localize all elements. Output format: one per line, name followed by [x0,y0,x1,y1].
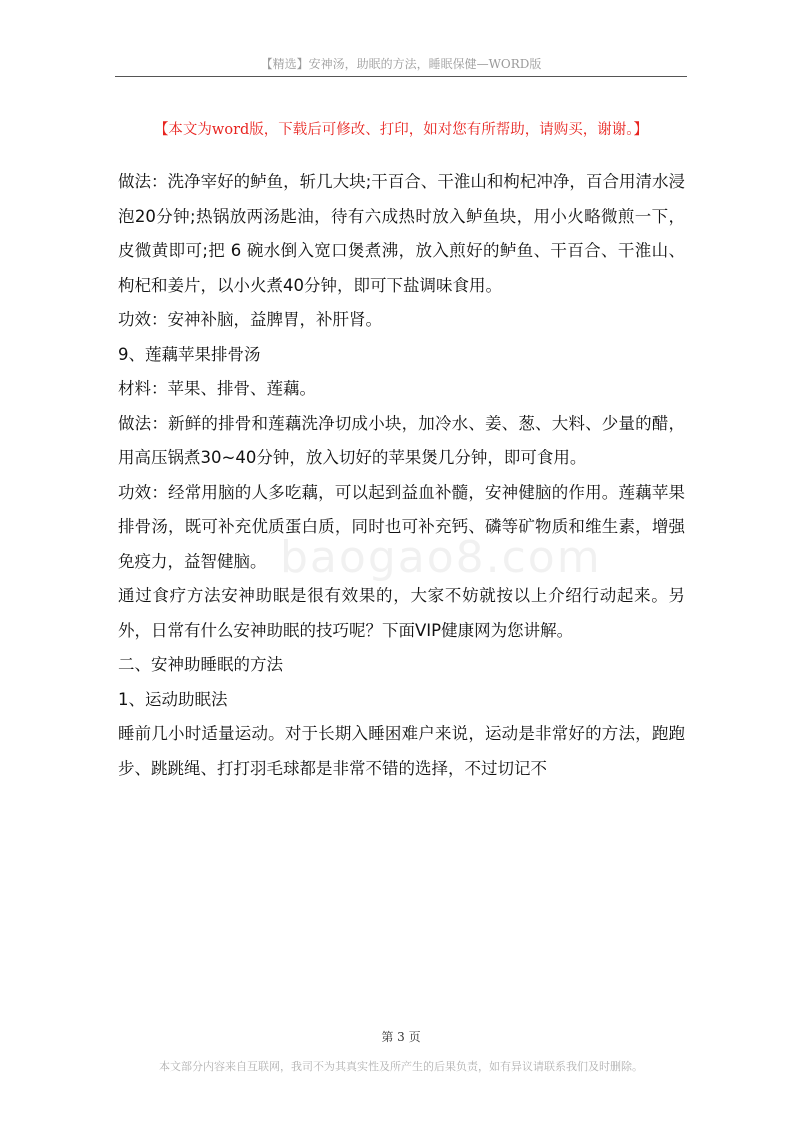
section-heading-sleep-methods: 二、安神助睡眠的方法 [118,655,283,674]
paragraph-method-perch: 做法：洗净宰好的鲈鱼，斩几大块;干百合、干淮山和枸杞冲净，百合用清水浸泡20分钟;热锅放两汤匙油，待有六成热时放入鲈鱼块，用小火略微煎一下，皮微黄即可;把 6 碗水倒入宽口煲煮沸，放入煎好的鲈鱼、干百合、干淮山、枸杞和姜片，以小火煮40分钟，即可下盐调味食用。 [118,172,685,295]
section-heading-lotus-soup: 9、莲藕苹果排骨汤 [118,344,261,364]
footer-disclaimer: 本文部分内容来自互联网，我司不为其真实性及所产生的后果负责，如有异议请联系我们及时删除。 [159,1060,643,1073]
download-notice: 【本文为word版，下载后可修改、打印，如对您有所帮助，请购买，谢谢。】 [153,122,649,138]
paragraph-effect-lotus: 功效：经常用脑的人多吃藕，可以起到益血补髓，安神健脑的作用。莲藕苹果排骨汤，既可补充优质蛋白质，同时也可补充钙、磷等矿物质和维生素，增强免疫力，益智健脑。 [118,482,685,571]
watermark: baogao8.com [280,532,602,583]
body-text [118,165,685,786]
paragraph-transition: 通过食疗方法安神助眠是很有效果的，大家不妨就按以上介绍行动起来。另外，日常有什么安神助眠的技巧呢？下面VIP健康网为您讲解。 [118,586,685,640]
paragraph-method-lotus: 做法：新鲜的排骨和莲藕洗净切成小块，加冷水、姜、葱、大料、少量的醋，用高压锅煮30~40分钟，放入切好的苹果煲几分钟，即可食用。 [118,413,685,467]
subsection-heading-exercise: 1、运动助眠法 [118,689,228,709]
page-number: 第 3 页 [381,1030,421,1044]
header-title: 【精选】安神汤，助眠的方法，睡眠保健—WORD版 [260,57,542,71]
header-divider [115,76,687,77]
paragraph-ingredients: 材料：苹果、排骨、莲藕。 [118,379,316,398]
paragraph-exercise: 睡前几小时适量运动。对于长期入睡困难户来说，运动是非常好的方法，跑跑步、跳跳绳、打打羽毛球都是非常不错的选择，不过切记不 [118,724,685,778]
paragraph-effect-perch: 功效：安神补脑，益脾胃，补肝肾。 [118,310,382,329]
